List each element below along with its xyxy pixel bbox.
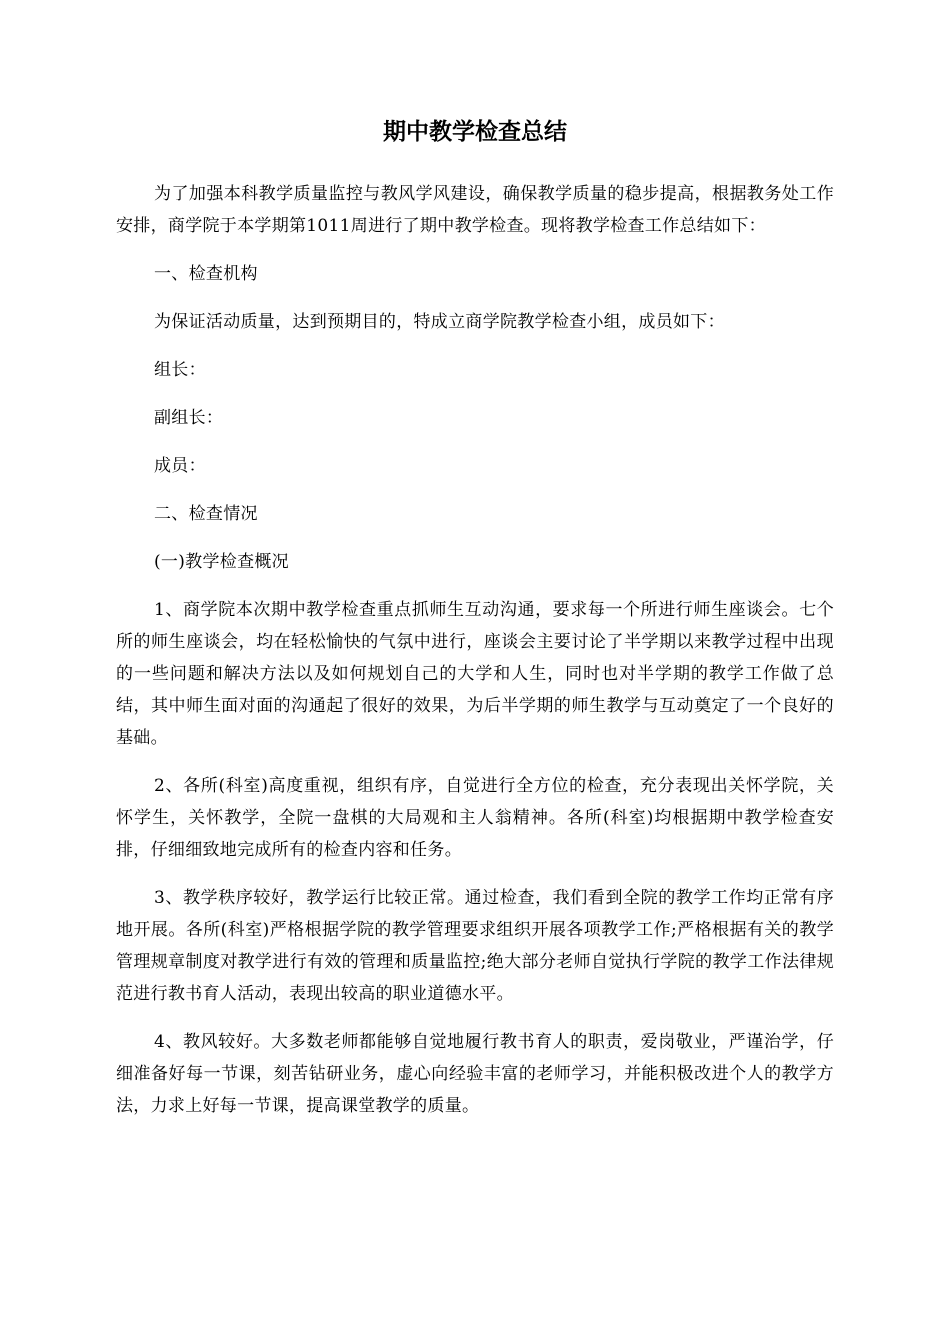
subsection-heading-1: (一)教学检查概况 — [154, 552, 289, 572]
paragraph-leader: 组长： — [154, 360, 206, 380]
section-heading-1: 一、检查机构 — [154, 264, 258, 284]
paragraph-item-4: 4、教风较好。大多数老师都能够自觉地履行教书育人的职责，爱岗敬业，严谨治学，仔细准备好每一节课，刻苦钻研业务，虚心向经验丰富的老师学习，并能积极改进个人的教学方法，力求上好每一节课，提高课堂教学的质量。 — [116, 1032, 834, 1116]
document-body — [116, 178, 834, 1122]
paragraph-deputy-leader: 副组长： — [154, 408, 224, 428]
section-heading-2: 二、检查情况 — [154, 504, 258, 524]
document-title: 期中教学检查总结 — [383, 119, 567, 145]
paragraph-members: 成员： — [154, 456, 206, 476]
paragraph-group-intro: 为保证活动质量，达到预期目的，特成立商学院教学检查小组，成员如下： — [154, 312, 725, 332]
paragraph-item-2: 2、各所(科室)高度重视，组织有序，自觉进行全方位的检查，充分表现出关怀学院，关怀学生，关怀教学，全院一盘棋的大局观和主人翁精神。各所(科室)均根据期中教学检查安排，仔细细致地完成所有的检查内容和任务。 — [116, 776, 834, 860]
paragraph-item-3: 3、教学秩序较好，教学运行比较正常。通过检查，我们看到全院的教学工作均正常有序地开展。各所(科室)严格根据学院的教学管理要求组织开展各项教学工作;严格根据有关的教学管理规章制度对教学进行有效的管理和质量监控;绝大部分老师自觉执行学院的教学工作法律规范进行教书育人活动，表现出较高的职业道德水平。 — [116, 888, 834, 1004]
paragraph-item-1: 1、商学院本次期中教学检查重点抓师生互动沟通，要求每一个所进行师生座谈会。七个所的师生座谈会，均在轻松愉快的气氛中进行，座谈会主要讨论了半学期以来教学过程中出现的一些问题和解决方法以及如何规划自己的大学和人生，同时也对半学期的教学工作做了总结，其中师生面对面的沟通起了很好的效果，为后半学期的师生教学与互动奠定了一个良好的基础。 — [116, 600, 834, 748]
paragraph-intro: 为了加强本科教学质量监控与教风学风建设，确保教学质量的稳步提高，根据教务处工作安排，商学院于本学期第1011周进行了期中教学检查。现将教学检查工作总结如下： — [116, 184, 834, 236]
